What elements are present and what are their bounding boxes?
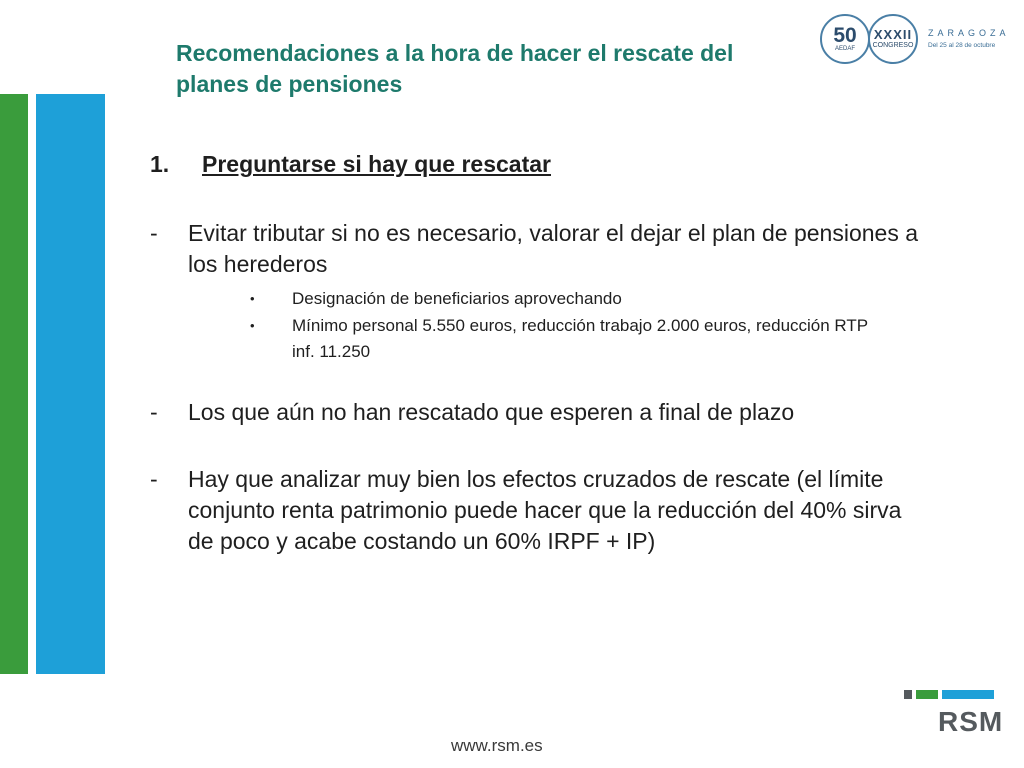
green-accent-bar <box>0 94 28 674</box>
heading-text: Preguntarse si hay que rescatar <box>202 151 551 177</box>
section-heading <box>150 151 551 178</box>
bullet-marker: • <box>250 291 255 306</box>
list-item <box>150 397 933 428</box>
sub-bullet-text: Designación de beneficiarios aprovechando <box>292 289 622 308</box>
congress-number: XXXII <box>873 27 913 42</box>
blue-accent-bar <box>36 94 105 674</box>
logo-square-blue <box>942 690 994 699</box>
anniversary-badge <box>820 14 870 64</box>
sub-bullet <box>250 313 892 365</box>
dash-marker: - <box>150 466 158 492</box>
congress-logo <box>820 14 1010 72</box>
congress-label: CONGRESO <box>872 42 914 49</box>
dash-marker: - <box>150 399 158 425</box>
anniversary-sub: AEDAF <box>834 45 855 52</box>
dash-marker: - <box>150 220 158 246</box>
anniversary-number: 50 <box>833 23 857 47</box>
list-item <box>150 464 933 557</box>
congress-city: ZARAGOZA <box>928 28 1010 38</box>
logo-square-green <box>916 690 938 699</box>
bullet-marker: • <box>250 318 255 333</box>
list-item-text: Los que aún no han rescatado que esperen a final de plazo <box>188 399 795 425</box>
slide-title: Recomendaciones a la hora de hacer el rescate del planes de pensiones <box>176 40 734 97</box>
sub-bullet <box>250 286 892 312</box>
list-item-text: Evitar tributar si no es necesario, valorar el dejar el plan de pensiones a los herederos <box>188 220 919 277</box>
congress-dates: Del 25 al 28 de octubre <box>928 42 996 49</box>
logo-square-grey <box>904 690 912 699</box>
sub-bullet-text: Mínimo personal 5.550 euros, reducción trabajo 2.000 euros, reducción RTP inf. 11.250 <box>292 316 868 361</box>
congress-badge <box>868 14 918 64</box>
list-item-text: Hay que analizar muy bien los efectos cruzados de rescate (el límite conjunto renta patrimonio puede hacer que la reducción del 40% sirva de poco y acabe costando un 60% IRPF + IP) <box>188 466 902 554</box>
heading-number: 1. <box>150 151 170 177</box>
rsm-logo: RSM <box>938 706 1004 737</box>
list-item <box>150 218 933 280</box>
footer-url[interactable]: www.rsm.es <box>451 736 543 755</box>
